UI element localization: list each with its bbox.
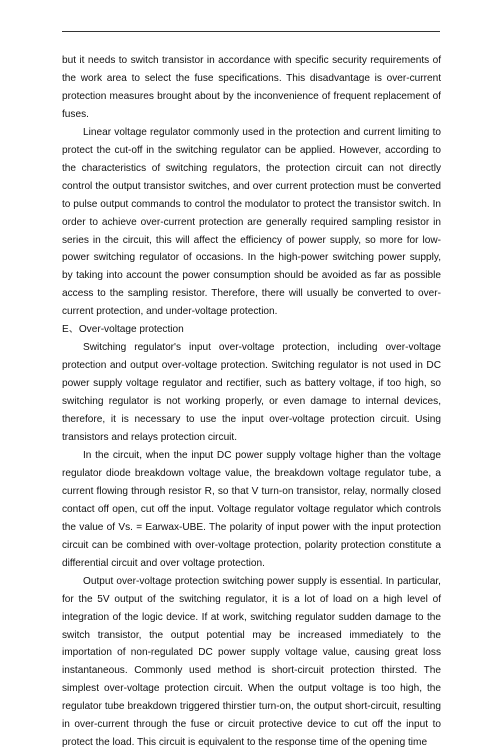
paragraph-fuse-continuation: but it needs to switch transistor in accordance with specific security requirements of the work area to select the fuse specifications. This disadvantage is over-current protection measures brought about by the inconvenience of frequent replacement of fuses. [62, 55, 441, 120]
section-heading-over-voltage: E、Over-voltage protection [62, 324, 184, 336]
paragraph-input-over-voltage: Switching regulator's input over-voltage protection, including over-voltage protection and output over-voltage protection. Switching regulator is not used in DC power supply voltage regulator and rectifier, such as battery voltage, if too high, so switching regulator is not working properly, or even damage to internal devices, therefore, it is necessary to use the input over-voltage protection circuit. Using transistors and relays protection circuit. [62, 342, 441, 444]
paragraph-output-over-voltage: Output over-voltage protection switching power supply is essential. In particular, for the 5V output of the switching regulator, it is a lot of load on a high level of integration of the logic device. If at work, switching regulator sudden damage to the switch transistor, the output potential may be increased immediately to the importation of non-regulated DC power supply voltage value, causing great loss instantaneous. Commonly used method is short-circuit protection thirsted. The simplest over-voltage protection circuit. When the output voltage is too high, the regulator tube breakdown triggered thirstier turn-on, the output short-circuit, resulting in over-current through the fuse or circuit protective device to cut off the input to protect the load. This circuit is equivalent to the response time of the opening time [62, 575, 441, 749]
page-body [62, 52, 441, 752]
header-rule [62, 31, 440, 32]
paragraph-linear-regulator: Linear voltage regulator commonly used in the protection and current limiting to protect the cut-off in the switching regulator can be applied. However, according to the characteristics of switching regulators, the protection circuit can not directly control the output transistor switches, and over current protection must be converted to pulse output commands to control the modulator to protect the transistor switch. In order to achieve over-current protection are generally required sampling resistor in series in the circuit, this will affect the efficiency of power supply, so more for low-power switching regulator of occasions. In the high-power switching power supply, by taking into account the power consumption should be avoided as far as possible access to the sampling resistor. Therefore, there will usually be converted to over-current protection, and under-voltage protection. [62, 126, 441, 318]
paragraph-circuit-description: In the circuit, when the input DC power supply voltage higher than the voltage regulator diode breakdown voltage value, the breakdown voltage regulator tube, a current flowing through resistor R, so that V turn-on transistor, relay, normally closed contact off open, cut off the input. Voltage regulator voltage regulator which controls the value of Vs. = Earwax-UBE. The polarity of input power with the input protection circuit can be combined with over-voltage protection, polarity protection constitute a differential circuit and over voltage protection. [62, 449, 441, 569]
